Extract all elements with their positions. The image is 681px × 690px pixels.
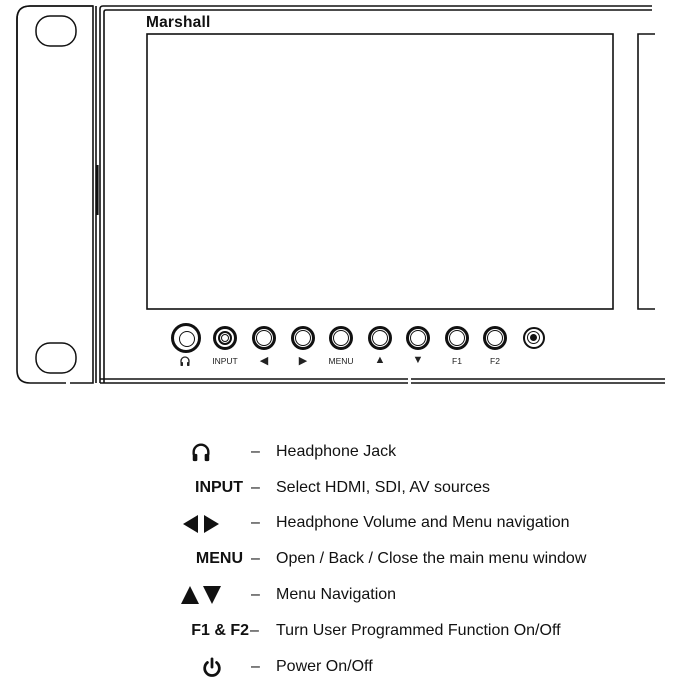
down-arrow-icon: ▼ xyxy=(412,354,424,366)
f2-button[interactable] xyxy=(483,326,507,350)
legend-key: INPUT xyxy=(195,479,243,496)
rack-hole-top xyxy=(36,16,76,46)
legend-row-headphone xyxy=(0,441,681,469)
right-arrow-icon: ▶ xyxy=(298,355,308,367)
power-icon xyxy=(530,334,537,341)
down-button[interactable] xyxy=(406,326,430,350)
legend-desc: Open / Back / Close the main menu window xyxy=(276,550,587,567)
right-button[interactable] xyxy=(291,326,315,350)
legend-row-up-down xyxy=(0,584,681,612)
left-right-arrows-icon xyxy=(183,513,219,540)
legend-dash: – xyxy=(251,550,260,567)
legend-desc: Headphone Volume and Menu navigation xyxy=(276,514,570,531)
brand-logo: Marshall xyxy=(146,14,211,31)
legend-row-menu xyxy=(0,548,681,576)
legend-desc: Power On/Off xyxy=(276,658,373,675)
power-icon xyxy=(201,657,223,684)
headphone-icon xyxy=(179,354,191,372)
f2-label: F2 xyxy=(490,356,500,366)
menu-button[interactable] xyxy=(329,326,353,350)
left-button[interactable] xyxy=(252,326,276,350)
legend-dash: – xyxy=(251,658,260,675)
f1-button[interactable] xyxy=(445,326,469,350)
adjacent-screen-edge xyxy=(638,34,655,309)
input-label: INPUT xyxy=(212,356,238,366)
legend-dash: – xyxy=(251,586,260,603)
legend-desc: Headphone Jack xyxy=(276,443,397,460)
legend-key: F1 & F2 xyxy=(191,622,249,639)
rack-ear-outline xyxy=(17,6,93,383)
legend-row-f1-f2 xyxy=(0,620,681,648)
legend-row-input xyxy=(0,477,681,505)
up-down-arrows-icon xyxy=(181,585,221,610)
legend-key: MENU xyxy=(195,550,243,567)
screen-area xyxy=(147,34,613,309)
f1-label: F1 xyxy=(452,356,462,366)
rack-hole-bottom xyxy=(36,343,76,373)
legend-desc: Select HDMI, SDI, AV sources xyxy=(276,479,490,496)
input-button[interactable] xyxy=(213,326,237,350)
legend-row-power xyxy=(0,656,681,684)
up-button[interactable] xyxy=(368,326,392,350)
legend-desc: Turn User Programmed Function On/Off xyxy=(276,622,561,639)
legend-dash: – xyxy=(251,514,260,531)
headphone-icon xyxy=(190,441,681,468)
headphone-jack[interactable] xyxy=(171,323,201,353)
legend-dash: – xyxy=(251,443,260,460)
power-button[interactable] xyxy=(523,327,545,349)
legend-dash: – xyxy=(250,622,259,639)
up-arrow-icon: ▲ xyxy=(374,354,386,366)
menu-label: MENU xyxy=(328,356,354,366)
legend-dash: – xyxy=(251,479,260,496)
left-arrow-icon: ◀ xyxy=(259,355,269,367)
legend-row-left-right xyxy=(0,512,681,540)
legend-desc: Menu Navigation xyxy=(276,586,397,603)
